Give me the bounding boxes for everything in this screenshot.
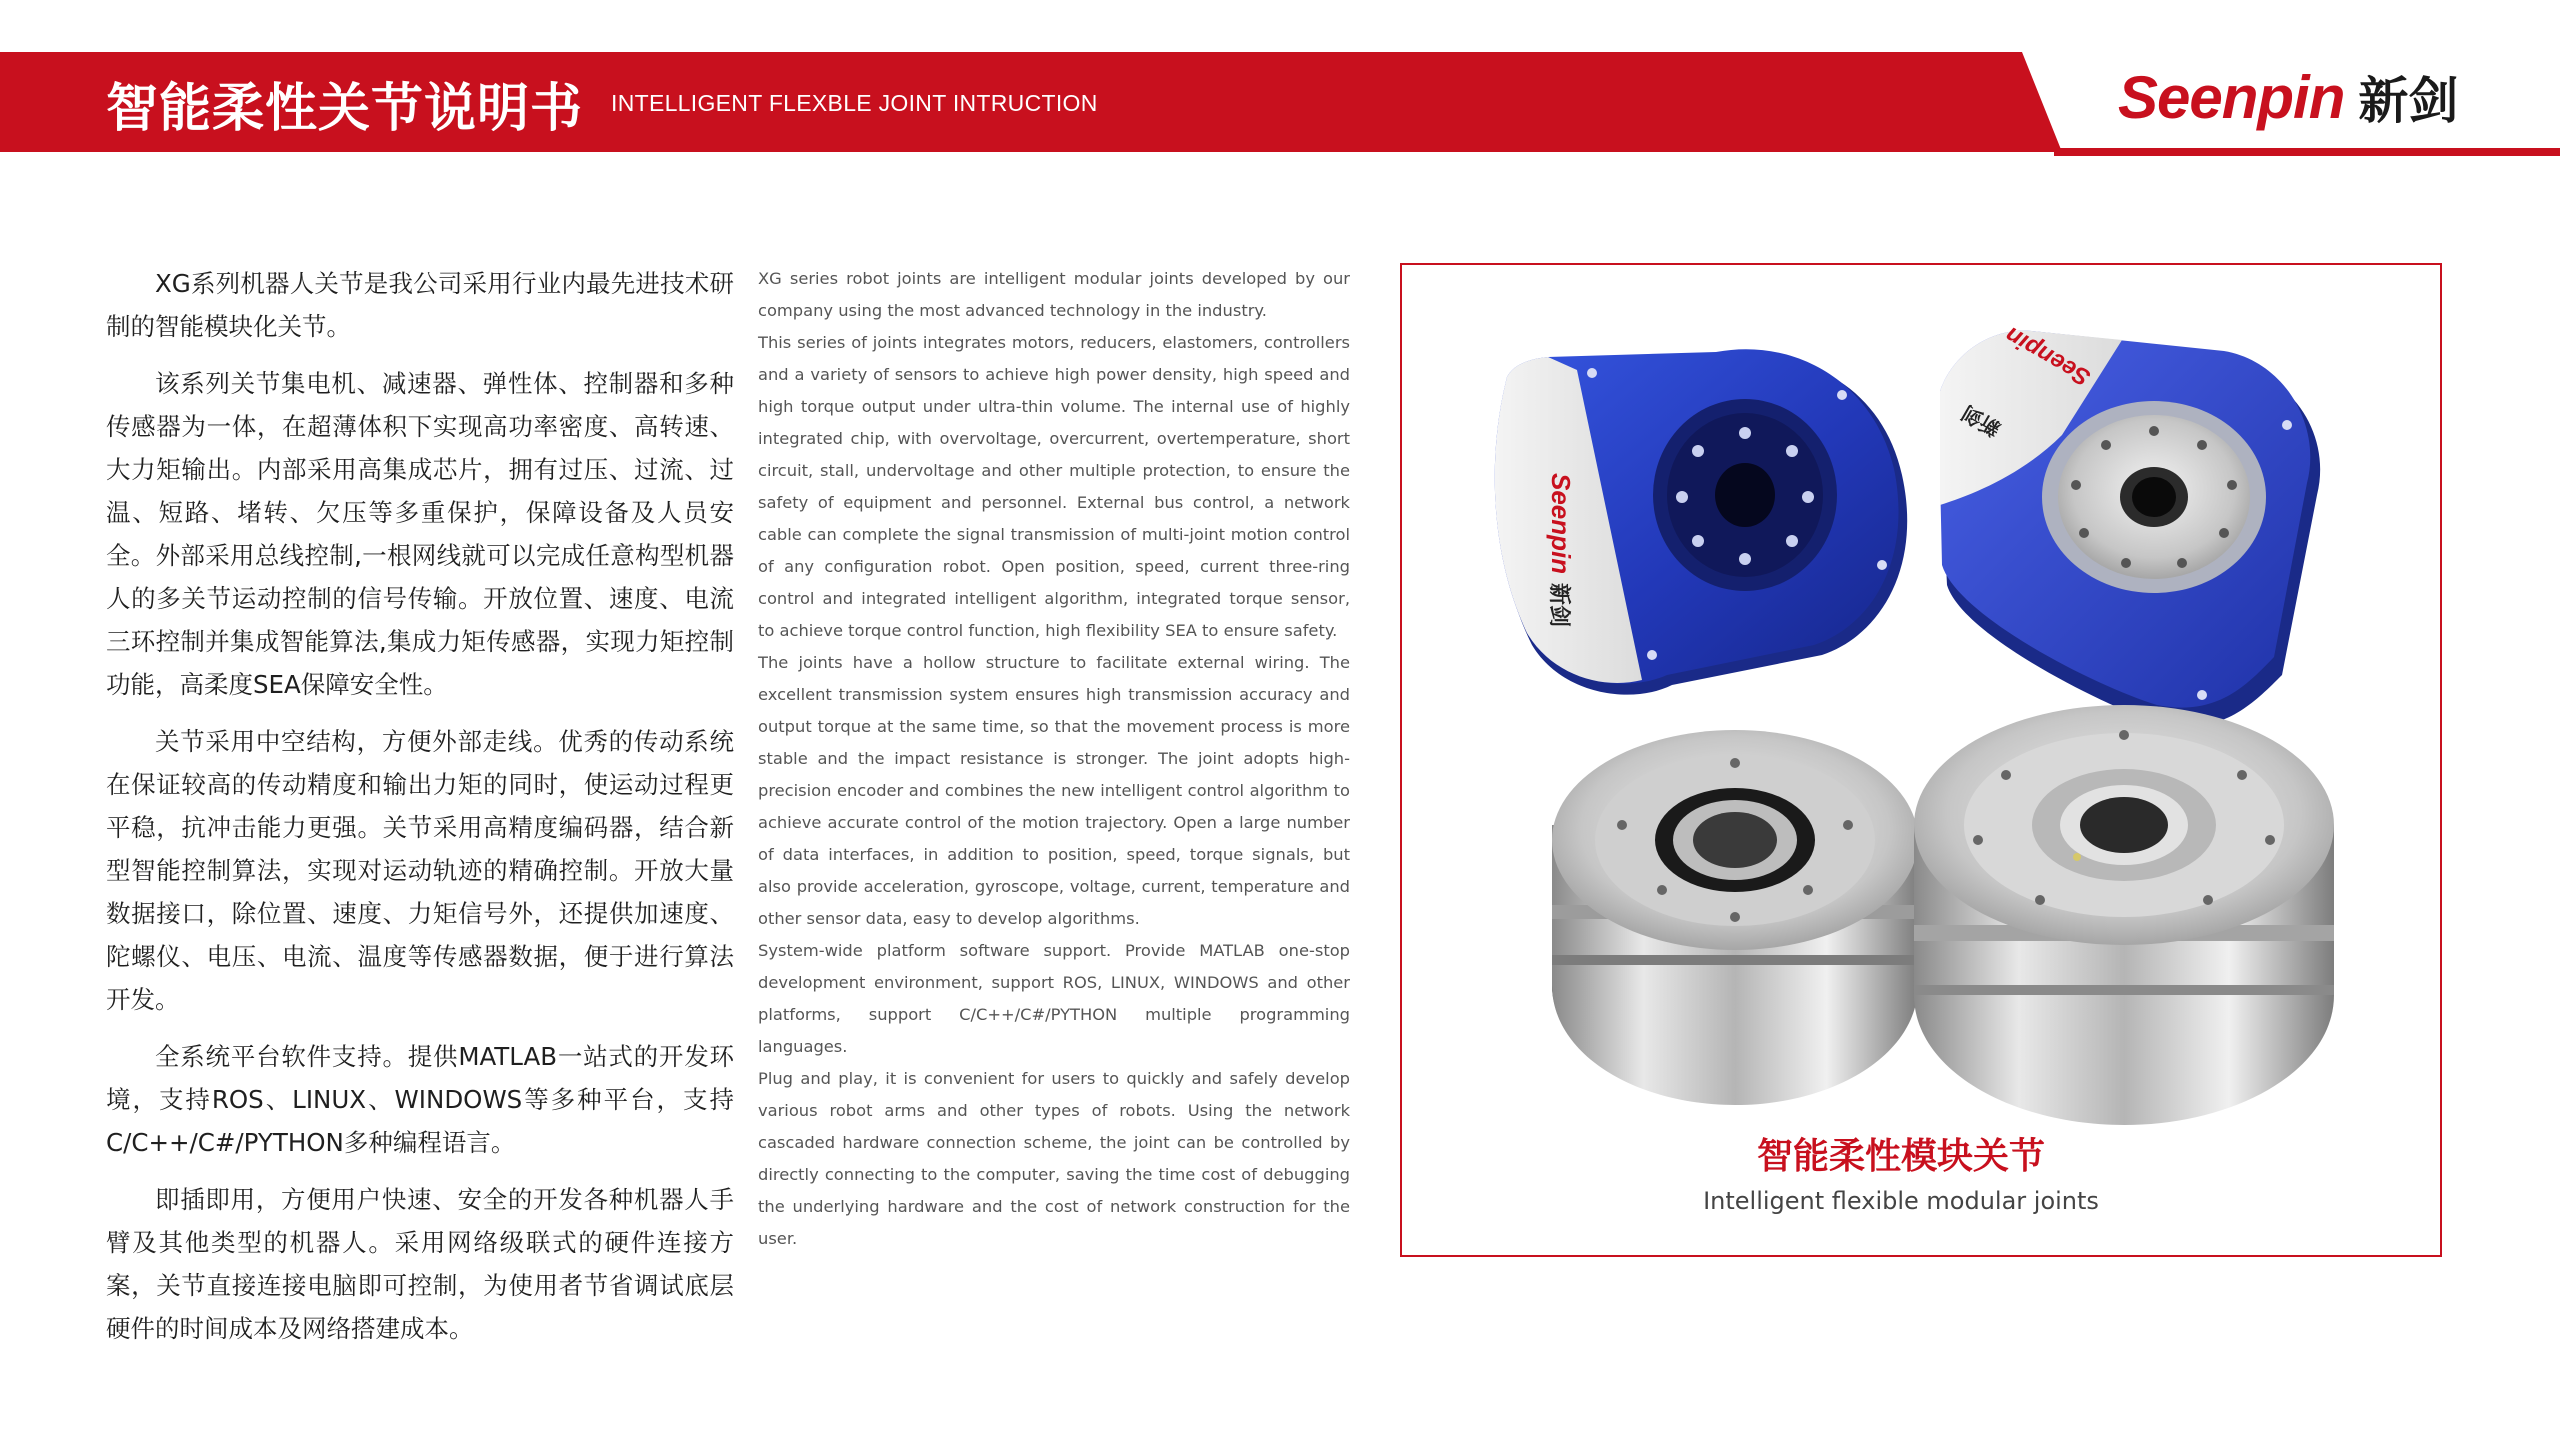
product-illustration bbox=[1402, 265, 2440, 1255]
blue-joint-right bbox=[1940, 321, 2320, 727]
en-paragraph: XG series robot joints are intelligent modular joints developed by our company using the most advanced technology in the industry. bbox=[758, 269, 1350, 320]
cn-paragraph: XG系列机器人关节是我公司采用行业内最先进技术研制的智能模块化关节。 bbox=[106, 269, 734, 341]
cn-paragraph: 该系列关节集电机、减速器、弹性体、控制器和多种传感器为一体，在超薄体积下实现高功率密度、高转速、大力矩输出。内部采用高集成芯片，拥有过压、过流、过温、短路、堵转、欠压等多重保护，保障设备及人员安全。外部采用总线控制,一根网线就可以完成任意构型机器人的多关节运动控制的信号传输。开放位置、速度、电流三环控制并集成智能算法,集成力矩传感器，实现力矩控制功能，高柔度SEA保障安全性。 bbox=[106, 369, 734, 699]
cn-paragraph: 全系统平台软件支持。提供MATLAB一站式的开发环境，支持ROS、LINUX、WINDOWS等多种平台，支持C/C++/C#/PYTHON多种编程语言。 bbox=[106, 1042, 734, 1157]
header-right-rule bbox=[2054, 148, 2560, 156]
en-paragraph: System-wide platform software support. Provide MATLAB one-stop development environment, support ROS, LINUX, WINDOWS and other platforms, support C/C++/C#/PYTHON multiple programming languages. bbox=[758, 941, 1350, 1056]
logo-latin: Seenpin bbox=[2118, 63, 2345, 131]
description-english bbox=[758, 263, 1350, 1255]
logo-chinese: 新剑 bbox=[2358, 72, 2459, 130]
page-subtitle: INTELLIGENT FLEXBLE JOINT INTRUCTION bbox=[611, 90, 1098, 116]
joint-right-brand-cn: 新剑 bbox=[1957, 400, 2005, 442]
joint-left-brand: Seenpin bbox=[1546, 473, 1576, 575]
cn-paragraph: 即插即用，方便用户快速、安全的开发各种机器人手臂及其他类型的机器人。采用网络级联式的硬件连接方案，关节直接连接电脑即可控制，为使用者节省调试底层硬件的时间成本及网络搭建成本。 bbox=[106, 1185, 734, 1343]
description-chinese bbox=[106, 262, 734, 1364]
blue-joint-left bbox=[1495, 349, 1907, 694]
product-image-frame bbox=[1400, 263, 2442, 1257]
joint-left-brand-cn: 新剑 bbox=[1546, 583, 1571, 628]
en-paragraph: This series of joints integrates motors, reducers, elastomers, controllers and a variety of sensors to achieve high power density, high speed and high torque output under ultra-thin volume. The internal use of highly integrated chip, with overvoltage, overcurrent, overtemperature, short circuit, stall, undervoltage and other multiple protection, to ensure the safety of equipment and personnel. External bus control, a network cable can complete the signal transmission of multi-joint motion control of any configuration robot. Open position, speed, current three-ring control and integrated intelligent algorithm, integrated torque sensor, to achieve torque control function, high flexibility SEA to ensure safety. bbox=[758, 333, 1350, 640]
page-title: 智能柔性关节说明书 bbox=[106, 79, 584, 139]
figure-caption-english: Intelligent flexible modular joints bbox=[1703, 1187, 2099, 1215]
steel-joint-right bbox=[1914, 705, 2334, 1125]
joint-right-brand: Seenpin bbox=[2000, 321, 2095, 392]
cn-paragraph: 关节采用中空结构，方便外部走线。优秀的传动系统在保证较高的传动精度和输出力矩的同时，使运动过程更平稳，抗冲击能力更强。关节采用高精度编码器，结合新型智能控制算法，实现对运动轨迹的精确控制。开放大量数据接口，除位置、速度、力矩信号外，还提供加速度、陀螺仪、电压、电流、温度等传感器数据，便于进行算法开发。 bbox=[106, 727, 734, 1014]
en-paragraph: The joints have a hollow structure to facilitate external wiring. The excellent transmission system ensures high transmission accuracy and output torque at the same time, so that the movement process is more stable and the impact resistance is stronger. The joint adopts high-precision encoder and combines the new intelligent control algorithm to achieve accurate control of the motion trajectory. Open a large number of data interfaces, in addition to position, speed, torque signals, but also provide acceleration, gyroscope, voltage, current, temperature and other sensor data, easy to develop algorithms. bbox=[758, 653, 1350, 928]
figure-caption-chinese: 智能柔性模块关节 bbox=[1756, 1136, 2045, 1177]
en-paragraph: Plug and play, it is convenient for users to quickly and safely develop various robot arms and other types of robots. Using the network cascaded hardware connection scheme, the joint can be controlled by directly connecting to the computer, saving the time cost of debugging the underlying hardware and the cost of network construction for the user. bbox=[758, 1069, 1350, 1248]
brand-logo bbox=[2118, 62, 2458, 132]
header-banner bbox=[0, 0, 2560, 160]
steel-joint-left bbox=[1552, 730, 1918, 1105]
